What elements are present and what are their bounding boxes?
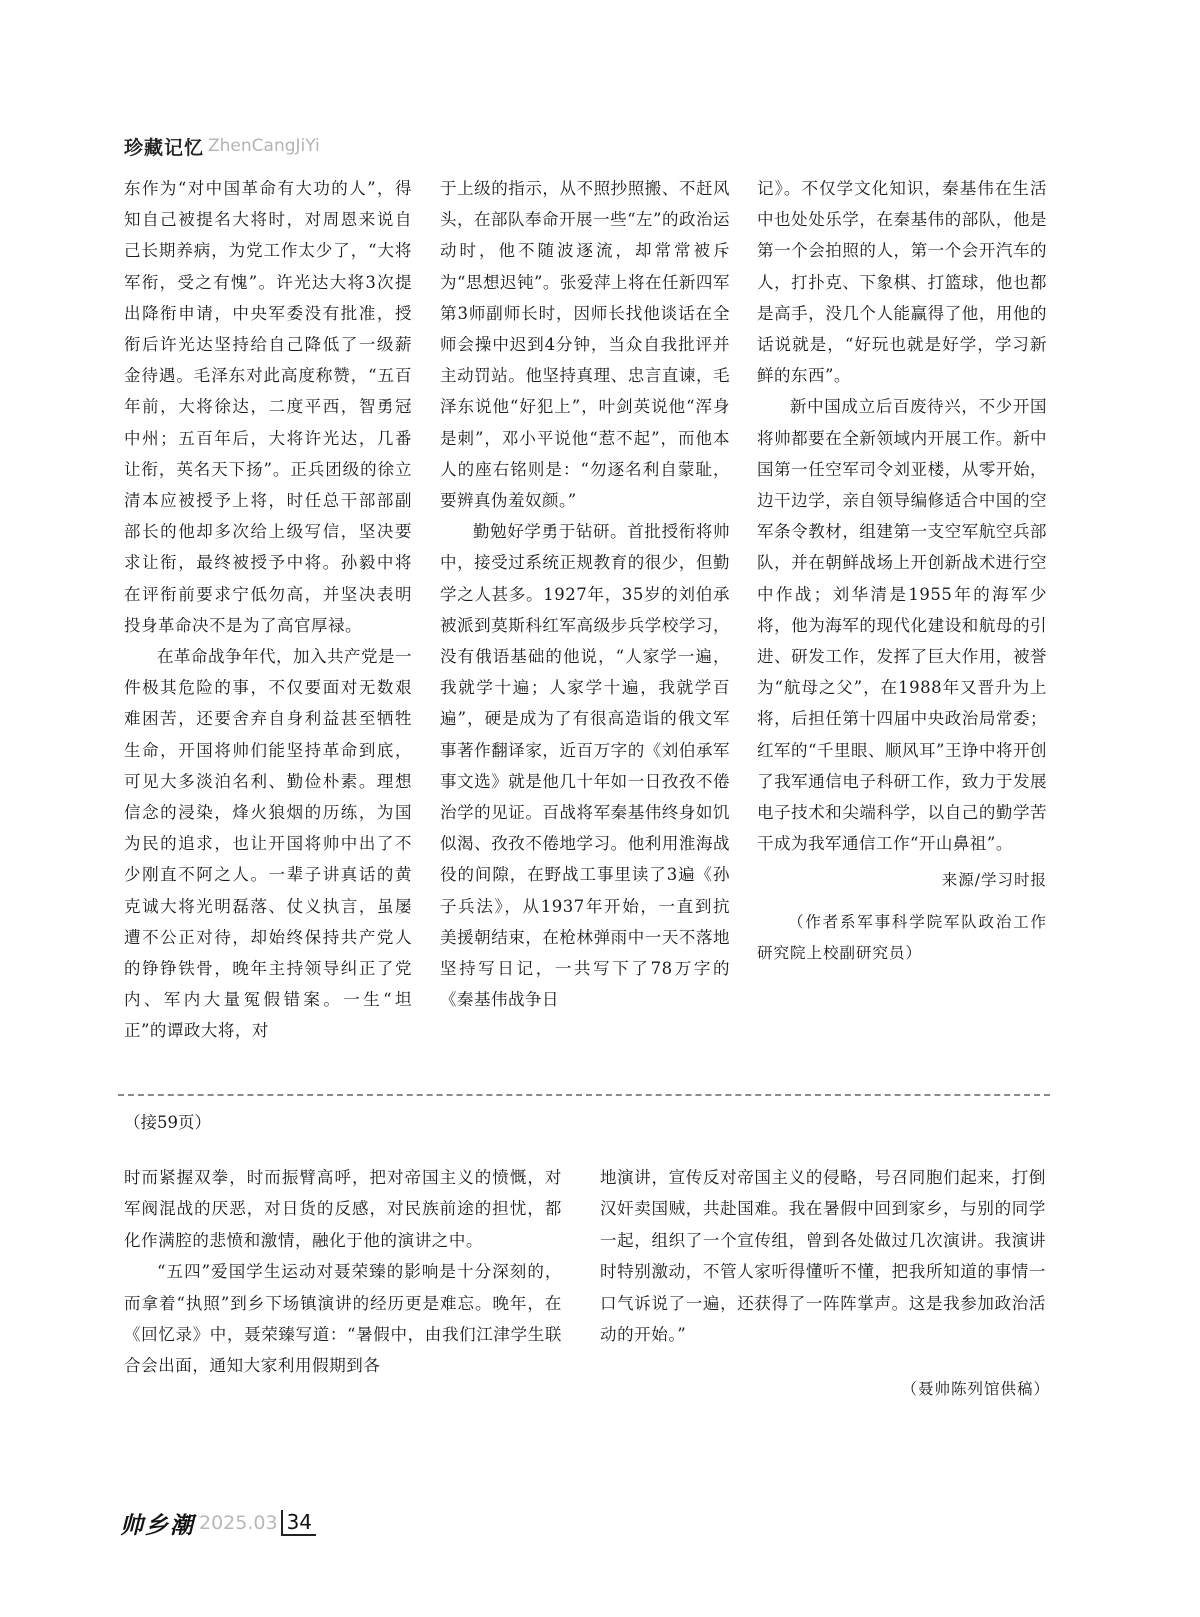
paragraph: 时而紧握双拳，时而振臂高呼，把对帝国主义的愤慨，对军阀混战的厌恶，对日货的反感，对民族前途的担忧，都化作满腔的悲愤和激情，融化于他的演讲之中。 (124, 1168, 562, 1250)
magazine-logo: 帅乡潮 (120, 1511, 195, 1539)
continuation-label: （接59页） (124, 1113, 211, 1132)
author-note: （作者系军事科学院军队政治工作研究院上校副研究员） (757, 912, 1047, 962)
article-column-3 (757, 173, 1047, 969)
paragraph: 记》。不仅学文化知识，秦基伟在生活中也处处乐学，在秦基伟的部队，他是第一个会拍照的人，第一个会开汽车的人，打扑克、下象棋、打篮球，他也都是高手，没几个人能赢得了他，用他的话说就是，“好玩也就是好学，学习新鲜的东西”。 (757, 179, 1047, 386)
paragraph: 地演讲，宣传反对帝国主义的侵略，号召同胞们起来，打倒汉奸卖国贼，共赴国难。我在暑假中回到家乡，与别的同学一起，组织了一个宣传组，曾到各处做过几次演讲。我演讲时特别激动，不管人家听得懂听不懂，把我所知道的事情一口气诉说了一遍，还获得了一阵阵掌声。这是我参加政治活动的开始。” (600, 1168, 1046, 1345)
article-column-1 (124, 173, 412, 1047)
continuation-column-2 (600, 1162, 1046, 1350)
continuation-column-1 (124, 1162, 562, 1382)
page-footer (120, 1508, 316, 1538)
paragraph: 在革命战争年代，加入共产党是一件极其危险的事，不仅要面对无数艰难困苦，还要舍弃自身利益甚至牺牲生命，开国将帅们能坚持革命到底，可见大多淡泊名利、勤俭朴素。理想信念的浸染，烽火狼烟的历练，为国为民的追求，也让开国将帅中出了不少刚直不阿之人。一辈子讲真话的黄克诚大将光明磊落、仗义执言，虽屡遭不公正对待，却始终保持共产党人的铮铮铁骨，晚年主持领导纠正了党内、军内大量冤假错案。一生“坦正”的谭政大将，对 (124, 647, 412, 1041)
paragraph: 于上级的指示，从不照抄照搬、不赶风头，在部队奉命开展一些“左”的政治运动时，他不随波逐流，却常常被斥为“思想迟钝”。张爱萍上将在任新四军第3师副师长时，因师长找他谈话在全师会操中迟到4分钟，当众自我批评并主动罚站。他坚持真理、忠言直谏，毛泽东说他“好犯上”，叶剑英说他“浑身是刺”，邓小平说他“惹不起”，而他本人的座右铭则是：“勿逐名利自蒙耻，要辨真伪羞奴颜。” (440, 179, 730, 511)
paragraph: “五四”爱国学生运动对聂荣臻的影响是十分深刻的，而拿着“执照”到乡下场镇演讲的经历更是难忘。晚年，在《回忆录》中，聂荣臻写道：“暑假中，由我们江津学生联合会出面，通知大家利用假期到各 (124, 1262, 562, 1376)
source-credit: 来源/学习时报 (941, 871, 1047, 890)
paragraph: 勤勉好学勇于钻研。首批授衔将帅中，接受过系统正规教育的很少，但勤学之人甚多。1927年，35岁的刘伯承被派到莫斯科红军高级步兵学校学习，没有俄语基础的他说，“人家学一遍，我就学十遍；人家学十遍，我就学百遍”，硬是成为了有很高造诣的俄文军事著作翻译家，近百万字的《刘伯承军事文选》就是他几十年如一日孜孜不倦治学的见证。百战将军秦基伟终身如饥似渴、孜孜不倦地学习。他利用淮海战役的间隙，在野战工事里读了3遍《孙子兵法》，从1937年开始，一直到抗美援朝结束，在枪林弹雨中一天不落地坚持写日记，一共写下了78万字的《秦基伟战争日 (440, 522, 730, 1010)
paragraph: 东作为“对中国革命有大功的人”，得知自己被提名大将时，对周恩来说自己长期养病，为党工作太少了，“大将军衔，受之有愧”。许光达大将3次提出降衔申请，中央军委没有批准，授衔后许光达坚持给自己降低了一级薪金待遇。毛泽东对此高度称赞，“五百年前，大将徐达，二度平西，智勇冠中州；五百年后，大将许光达，几番让衔，英名天下扬”。正兵团级的徐立清本应被授予上将，时任总干部部副部长的他却多次给上级写信，坚决要求让衔，最终被授予中将。孙毅中将在评衔前要求宁低勿高，并坚决表明投身革命决不是为了高官厚禄。 (124, 179, 412, 635)
page-number: 34 (281, 1510, 316, 1536)
issue-number: 2025.03 (199, 1512, 278, 1534)
section-title-en: ZhenCangJiYi (208, 136, 320, 156)
section-header (124, 132, 320, 160)
continuation-credit: （聂帅陈列馆供稿） (901, 1380, 1050, 1398)
article-column-2 (440, 173, 730, 1015)
section-title-cn: 珍藏记忆 (124, 136, 205, 159)
paragraph: 新中国成立后百废待兴，不少开国将帅都要在全新领域内开展工作。新中国第一任空军司令刘亚楼，从零开始，边干边学，亲自领导编修适合中国的空军条令教材，组建第一支空军航空兵部队，并在朝鲜战场上开创新战术进行空中作战；刘华清是1955年的海军少将，他为海军的现代化建设和航母的引进、研发工作，发挥了巨大作用，被誉为“航母之父”，在1988年又晋升为上将，后担任第十四届中央政治局常委；红军的“千里眼、顺风耳”王诤中将开创了我军通信电子科研工作，致力于发展电子技术和尖端科学，以自己的勤学苦干成为我军通信工作“开山鼻祖”。 (757, 397, 1047, 854)
section-divider (118, 1094, 1050, 1096)
